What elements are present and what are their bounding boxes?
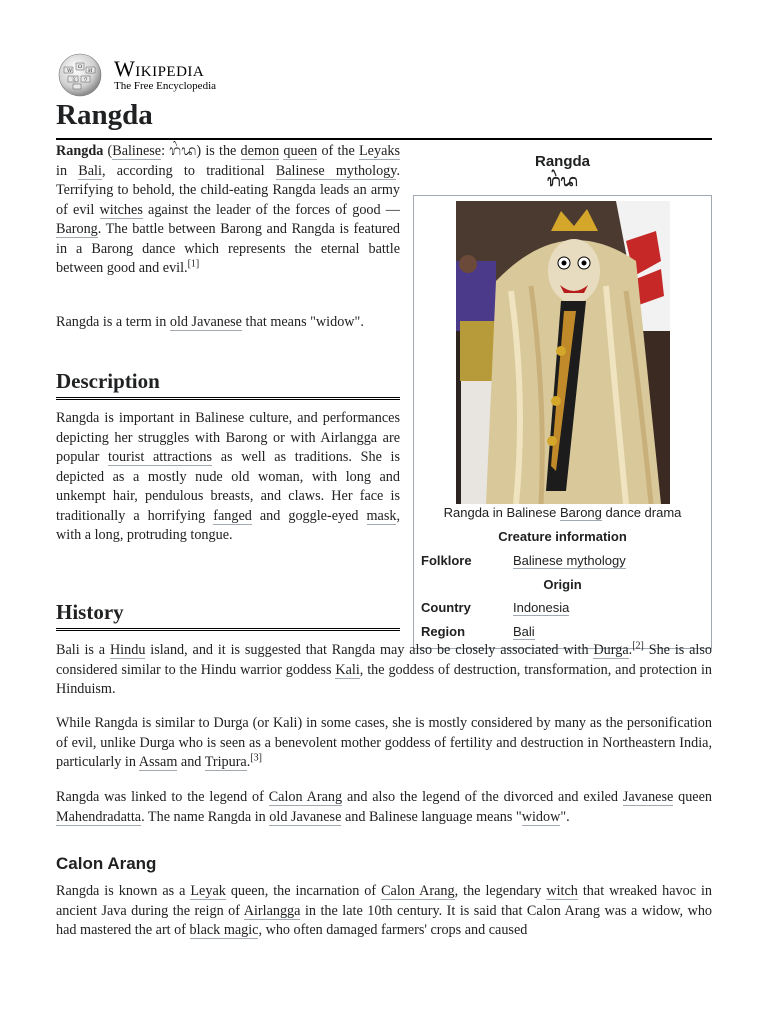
folklore-link[interactable]: Balinese mythology [513, 553, 626, 568]
citation-ref[interactable]: [3] [250, 752, 262, 764]
wiki-link[interactable]: Mahendradatta [56, 808, 142, 825]
wiki-link[interactable]: Javanese [622, 789, 674, 805]
text-run: of the [317, 143, 360, 159]
wiki-link[interactable]: witches [99, 201, 143, 218]
wiki-link[interactable]: Calon Arang [381, 883, 455, 899]
infobox-subtitle: ᬭᬂᬤ [547, 173, 578, 190]
infobox-row-folklore [421, 553, 704, 569]
rangda-photo[interactable] [456, 201, 670, 504]
wiki-link[interactable]: queen [283, 143, 318, 159]
text-run: Rangda is known as a [56, 883, 191, 899]
country-label: Country [421, 600, 471, 615]
text-run: and [177, 754, 205, 770]
text-run: queen [673, 789, 712, 805]
folklore-label: Folklore [421, 553, 472, 568]
wiki-link[interactable]: Leyak [190, 883, 226, 899]
svg-text:W: W [67, 68, 73, 74]
text-run: . Terrifying to behold, the child-eating Rangda leads an army of evil [56, 162, 400, 218]
text-run: , with a long, protruding tongue. [56, 507, 401, 543]
text-run: . [246, 754, 251, 770]
text-run: as well as traditions. She is depicted as a mostly nude old woman, with long and unkempt hair, pendulous breasts, and claws. Her face is traditionally a horrifying [56, 449, 400, 524]
text-run: While Rangda is similar to Durga (or Kali) in some cases, she is mostly considered by many as the personification of evil, unlike Durga who is seen as a benevolent mother goddess of fertility and destruction in Northeastern India, particularly in [56, 715, 712, 770]
wiki-link[interactable]: Assam [138, 754, 178, 770]
text-run: that means "widow". [241, 314, 364, 330]
lead-paragraph [56, 142, 400, 279]
svg-text:И: И [88, 68, 93, 74]
text-run: and also the legend of the divorced and exiled [342, 789, 623, 805]
wiki-link[interactable]: old Javanese [169, 314, 242, 330]
wiki-link[interactable]: mask [366, 507, 397, 524]
infobox-section-origin: Origin [543, 577, 582, 592]
wiki-link[interactable]: demon [240, 143, 280, 159]
site-wordmark[interactable]: Wikipedia [114, 56, 205, 81]
caption-link-barong[interactable]: Barong [559, 505, 602, 520]
text-run: , who often damaged farmers' crops and caused [258, 922, 528, 938]
svg-text:Ω: Ω [78, 64, 83, 70]
text-run: queen, the incarnation of [225, 883, 382, 899]
bold-term: Rangda [56, 143, 104, 159]
description-heading: Description [56, 367, 400, 400]
wiki-link[interactable]: fanged [213, 507, 252, 524]
text-run: ". [560, 808, 570, 825]
text-run: , the legendary [454, 883, 547, 899]
wiki-link[interactable]: Calon Arang [268, 789, 343, 805]
text-run: and goggle-eyed [251, 507, 367, 524]
text-run: She is also considered similar to the Hindu warrior goddess [56, 642, 712, 678]
text-run: that wreaked havoc in ancient Java during the reign of [56, 883, 713, 919]
wiki-link[interactable]: Tripura [204, 754, 247, 770]
wiki-link[interactable]: Airlangga [243, 902, 301, 919]
text-run: in [56, 162, 79, 179]
history-paragraph-3 [56, 788, 712, 827]
infobox-row-region [421, 624, 704, 640]
wiki-link[interactable]: Leyaks [359, 143, 400, 159]
site-tagline: The Free Encyclopedia [114, 80, 217, 92]
text-run: ( [103, 143, 113, 159]
wiki-link[interactable]: tourist attractions [108, 449, 213, 465]
wiki-link[interactable]: witch [546, 883, 578, 899]
site-header [56, 53, 216, 97]
citation-ref[interactable]: [2] [632, 640, 644, 652]
text-run: Rangda is a term in [56, 314, 170, 330]
lead-paragraph-2 [56, 313, 400, 333]
history-heading: History [56, 598, 400, 631]
country-link[interactable]: Indonesia [513, 600, 570, 615]
page-title: Rangda [56, 96, 712, 140]
text-run: . The battle between Barong and Rangda is featured in a Barong dance which represents the eternal battle between good and evil. [56, 221, 400, 276]
text-run: against the leader of the forces of good — [142, 201, 400, 218]
svg-text:文: 文 [71, 77, 77, 83]
wiki-link[interactable]: Hindu [109, 642, 146, 658]
infobox-title: Rangda ᬭᬂᬤ [413, 152, 712, 192]
infobox-section-creature: Creature information [498, 529, 627, 544]
infobox-caption: Rangda in Balinese Barong dance drama [443, 505, 682, 520]
text-run: in the late 10th century. It is said that Calon Arang was a widow, who had mastered the art of [56, 902, 713, 938]
wiki-link[interactable]: Kali [335, 661, 360, 678]
text-run: . [628, 642, 633, 658]
region-label: Region [421, 624, 466, 639]
history-paragraph-2 [56, 714, 712, 773]
text-run: , the goddess of destruction, transformation, and protection in Hinduism. [56, 661, 712, 697]
wiki-link[interactable]: black magic [189, 922, 259, 938]
wiki-link[interactable]: Barong [56, 221, 98, 237]
calon-arang-heading: Calon Arang [56, 854, 157, 873]
text-run: , according to traditional [101, 162, 276, 179]
citation-ref[interactable]: [1] [187, 258, 200, 270]
infobox-row-country [421, 600, 704, 616]
text-run: Rangda is important in Balinese culture, and performances depicting her struggles with Barong or with Airlangga are popular [56, 410, 400, 465]
wiki-link[interactable]: Balinese [112, 143, 162, 159]
wiki-link[interactable]: Balinese mythology [275, 162, 397, 179]
text-run: Bali is a [56, 642, 110, 658]
wiki-link[interactable]: widow [521, 808, 561, 825]
text-run: and Balinese language means " [341, 808, 522, 825]
text-run: Rangda was linked to the legend of [56, 789, 269, 805]
text-run: island, and it is suggested that Rangda may also be closely associated with [145, 642, 594, 658]
description-paragraph [56, 409, 400, 546]
region-link[interactable]: Bali [513, 624, 535, 639]
calon-arang-paragraph [56, 882, 712, 941]
wiki-link[interactable]: Bali [78, 162, 102, 179]
text-run: : ᬭᬂᬤ) is the [161, 143, 241, 159]
text-run: . The name Rangda in [141, 808, 270, 825]
wikipedia-globe-logo[interactable] [56, 53, 104, 97]
svg-text:ウ: ウ [83, 77, 89, 83]
wiki-link[interactable]: old Javanese [269, 808, 342, 825]
history-paragraph-1 [56, 641, 712, 700]
wiki-link[interactable]: Durga [593, 642, 629, 658]
